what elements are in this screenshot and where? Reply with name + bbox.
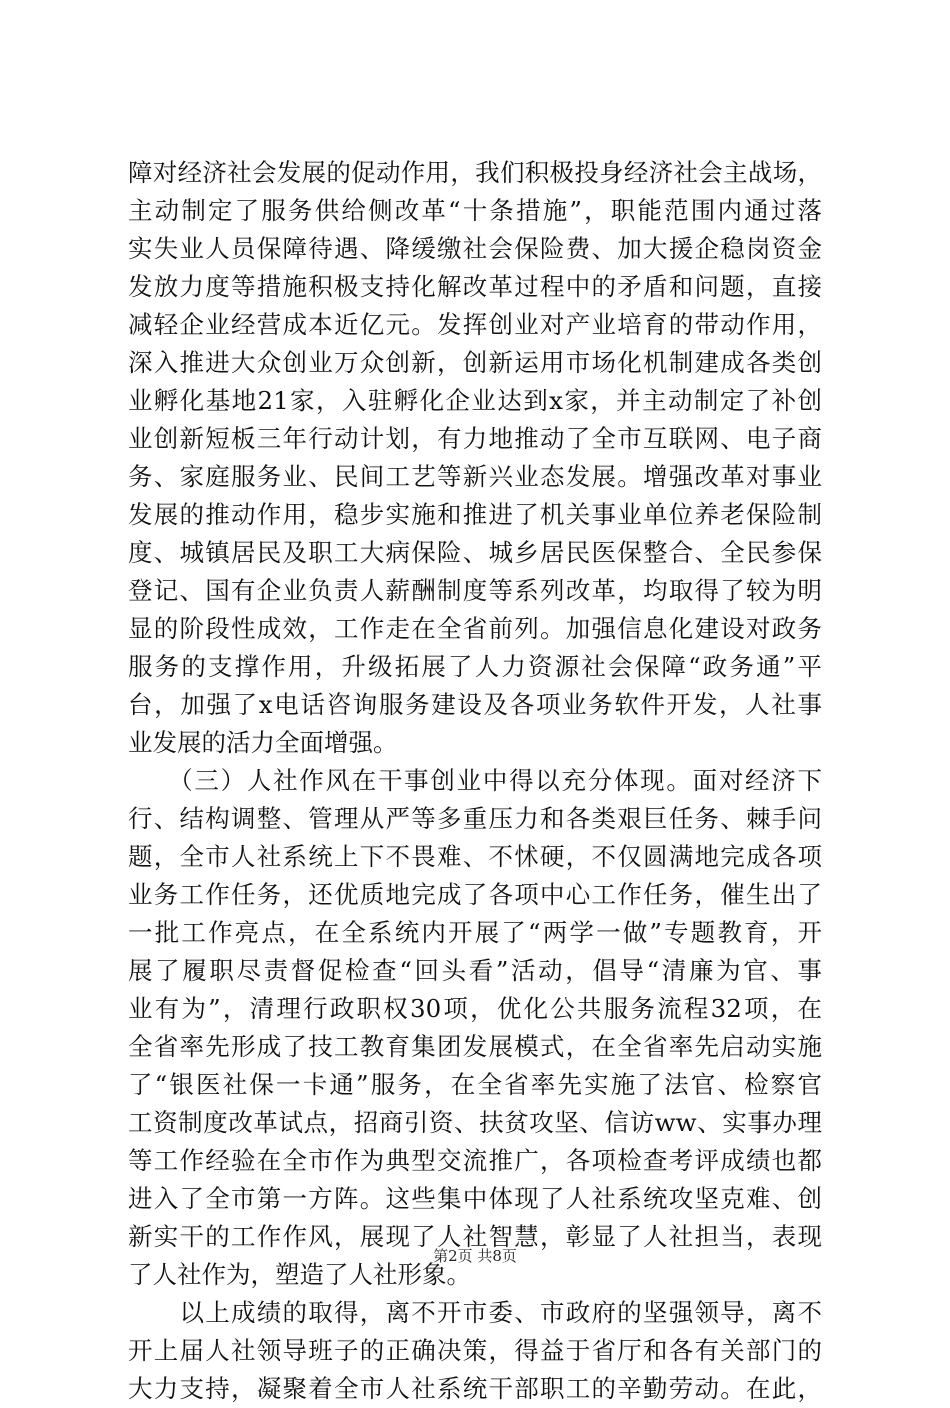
- text-line: 减轻企业经营成本近亿元。发挥创业对产业培育的带动作用，: [128, 310, 822, 339]
- text-line: 显的阶段性成效，工作走在全省前列。加强信息化建设对政务: [128, 614, 822, 643]
- text-line: 业孵化基地21家，入驻孵化企业达到x家，并主动制定了补创: [128, 386, 822, 415]
- text-line: 障对经济社会发展的促动作用，我们积极投身经济社会主战场，: [128, 158, 822, 187]
- text-line: 业有为”，清理行政职权30项，优化公共服务流程32项，在: [128, 994, 822, 1023]
- text-line: （三）人社作风在干事创业中得以充分体现。面对经济下: [128, 766, 822, 795]
- text-line: 登记、国有企业负责人薪酬制度等系列改革，均取得了较为明: [128, 576, 822, 605]
- text-line: 题，全市人社系统上下不畏难、不怵硬，不仅圆满地完成各项: [128, 842, 822, 871]
- text-line: 服务的支撑作用，升级拓展了人力资源社会保障“政务通”平: [128, 652, 822, 681]
- page-footer: 第2页 共8页: [433, 1247, 517, 1265]
- text-line: 一批工作亮点，在全系统内开展了“两学一做”专题教育，开: [128, 918, 822, 947]
- text-line: 业发展的活力全面增强。: [128, 728, 398, 757]
- text-line: 全省率先形成了技工教育集团发展模式，在全省率先启动实施: [128, 1032, 822, 1061]
- text-line: 业务工作任务，还优质地完成了各项中心工作任务，催生出了: [128, 880, 822, 909]
- text-line: 主动制定了服务供给侧改革“十条措施”，职能范围内通过落: [128, 196, 822, 225]
- text-line: 行、结构调整、管理从严等多重压力和各类艰巨任务、棘手问: [128, 804, 822, 833]
- text-line: 实失业人员保障待遇、降缓缴社会保险费、加大援企稳岗资金: [128, 234, 822, 263]
- document-body: [128, 154, 822, 1408]
- text-line: 工资制度改革试点，招商引资、扶贫攻坚、信访ww、实事办理: [128, 1108, 822, 1137]
- text-line: 新实干的工作作风，展现了人社智慧，彰显了人社担当，表现: [128, 1222, 822, 1251]
- text-line: 发放力度等措施积极支持化解改革过程中的矛盾和问题，直接: [128, 272, 822, 301]
- text-line: 发展的推动作用，稳步实施和推进了机关事业单位养老保险制: [128, 500, 822, 529]
- text-line: 进入了全市第一方阵。这些集中体现了人社系统攻坚克难、创: [128, 1184, 822, 1213]
- text-line: 大力支持，凝聚着全市人社系统干部职工的辛勤劳动。在此，: [128, 1374, 822, 1403]
- text-line: 深入推进大众创业万众创新，创新运用市场化机制建成各类创: [128, 348, 822, 377]
- text-line: 度、城镇居民及职工大病保险、城乡居民医保整合、全民参保: [128, 538, 822, 567]
- text-line: 以上成绩的取得，离不开市委、市政府的坚强领导，离不: [128, 1298, 822, 1327]
- text-line: 务、家庭服务业、民间工艺等新兴业态发展。增强改革对事业: [128, 462, 822, 491]
- text-line: 开上届人社领导班子的正确决策，得益于省厅和各有关部门的: [128, 1336, 822, 1365]
- text-line: 业创新短板三年行动计划，有力地推动了全市互联网、电子商: [128, 424, 822, 453]
- text-line: 了“银医社保一卡通”服务，在全省率先实施了法官、检察官: [128, 1070, 822, 1099]
- text-line: 展了履职尽责督促检查“回头看”活动，倡导“清廉为官、事: [128, 956, 822, 985]
- text-line: 台，加强了x电话咨询服务建设及各项业务软件开发，人社事: [128, 690, 822, 719]
- text-line: 等工作经验在全市作为典型交流推广，各项检查考评成绩也都: [128, 1146, 822, 1175]
- text-line: 了人社作为，塑造了人社形象。: [128, 1260, 471, 1289]
